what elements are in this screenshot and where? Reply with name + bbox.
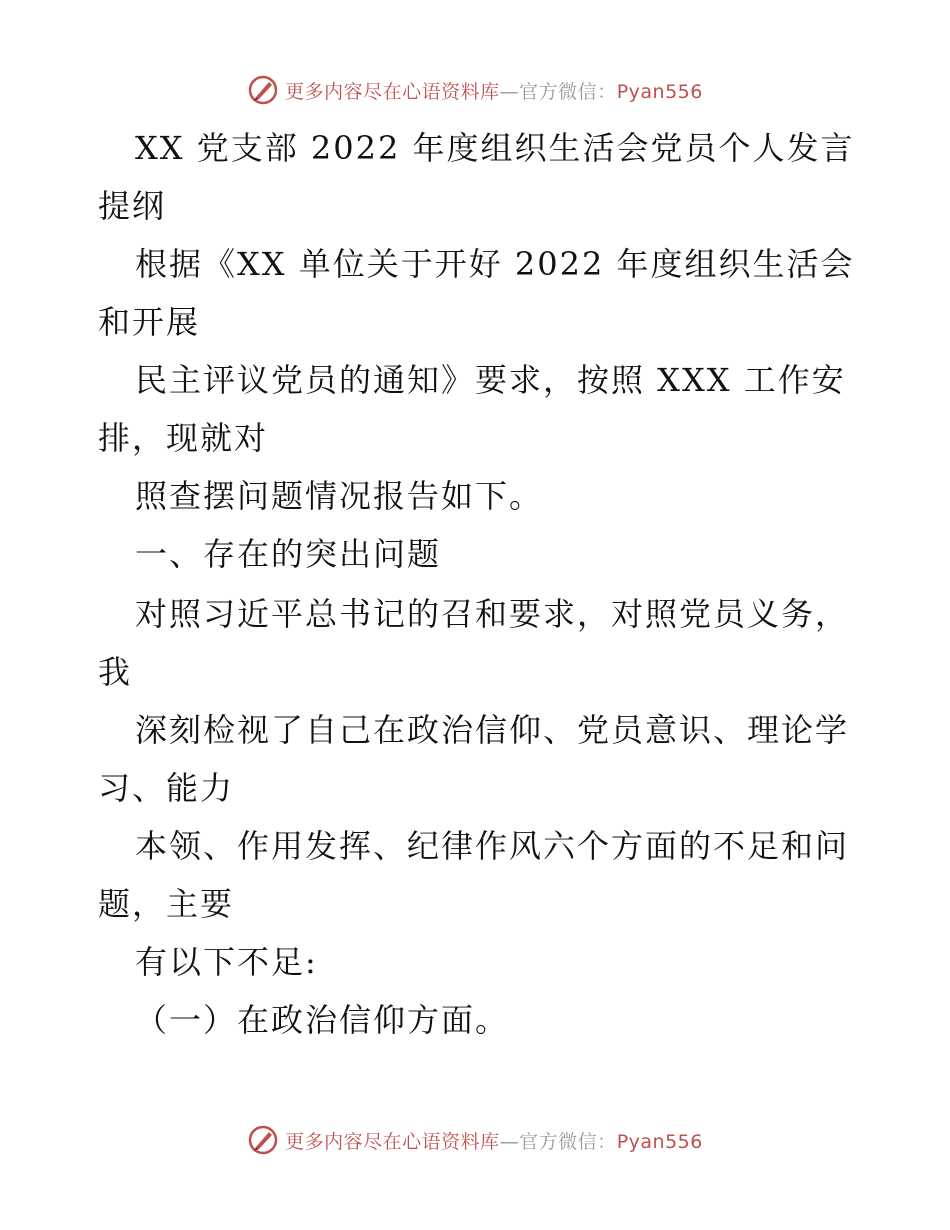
watermark-id: Pyan556	[616, 1130, 703, 1153]
paragraph-line: 题，主要	[98, 885, 235, 923]
bottom-watermark-banner	[0, 1120, 950, 1160]
watermark-suffix: 官方微信：	[519, 1130, 617, 1153]
watermark-group	[247, 1124, 703, 1156]
section-heading: 一、存在的突出问题	[135, 535, 442, 573]
subsection-heading: （一）在政治信仰方面。	[135, 1001, 510, 1039]
doc-title-line-2: 提纲	[98, 187, 167, 225]
pen-logo-icon	[247, 1124, 279, 1156]
watermark-id: Pyan556	[616, 80, 703, 103]
paragraph-line: 排，现就对	[98, 419, 269, 457]
paragraph-line: 照查摆问题情况报告如下。	[135, 477, 544, 515]
paragraph-line: 本领、作用发挥、纪律作风六个方面的不足和问	[135, 827, 850, 865]
pen-logo-icon	[247, 74, 279, 106]
watermark-dash: —	[499, 80, 520, 103]
paragraph-line: 我	[98, 653, 133, 691]
paragraph-line: 有以下不足:	[135, 943, 318, 981]
watermark-text	[285, 1127, 703, 1154]
top-watermark-banner	[0, 70, 950, 110]
watermark-prefix: 更多内容尽在心语资料库	[285, 1130, 500, 1153]
watermark-suffix: 官方微信：	[519, 80, 617, 103]
paragraph-line: 和开展	[98, 303, 201, 341]
watermark-text	[285, 77, 703, 104]
doc-title-line-1: XX 党支部 2022 年度组织生活会党员个人发言	[135, 129, 855, 167]
watermark-group	[247, 74, 703, 106]
paragraph-line: 民主评议党员的通知》要求，按照 XXX 工作安	[135, 361, 846, 399]
paragraph-line: 习、能力	[98, 769, 235, 807]
watermark-prefix: 更多内容尽在心语资料库	[285, 80, 500, 103]
paragraph-line: 根据《XX 单位关于开好 2022 年度组织生活会	[135, 245, 855, 283]
paragraph-line: 深刻检视了自己在政治信仰、党员意识、理论学	[135, 711, 850, 749]
watermark-dash: —	[499, 1130, 520, 1153]
paragraph-line: 对照习近平总书记的召和要求，对照党员义务，	[135, 595, 850, 633]
